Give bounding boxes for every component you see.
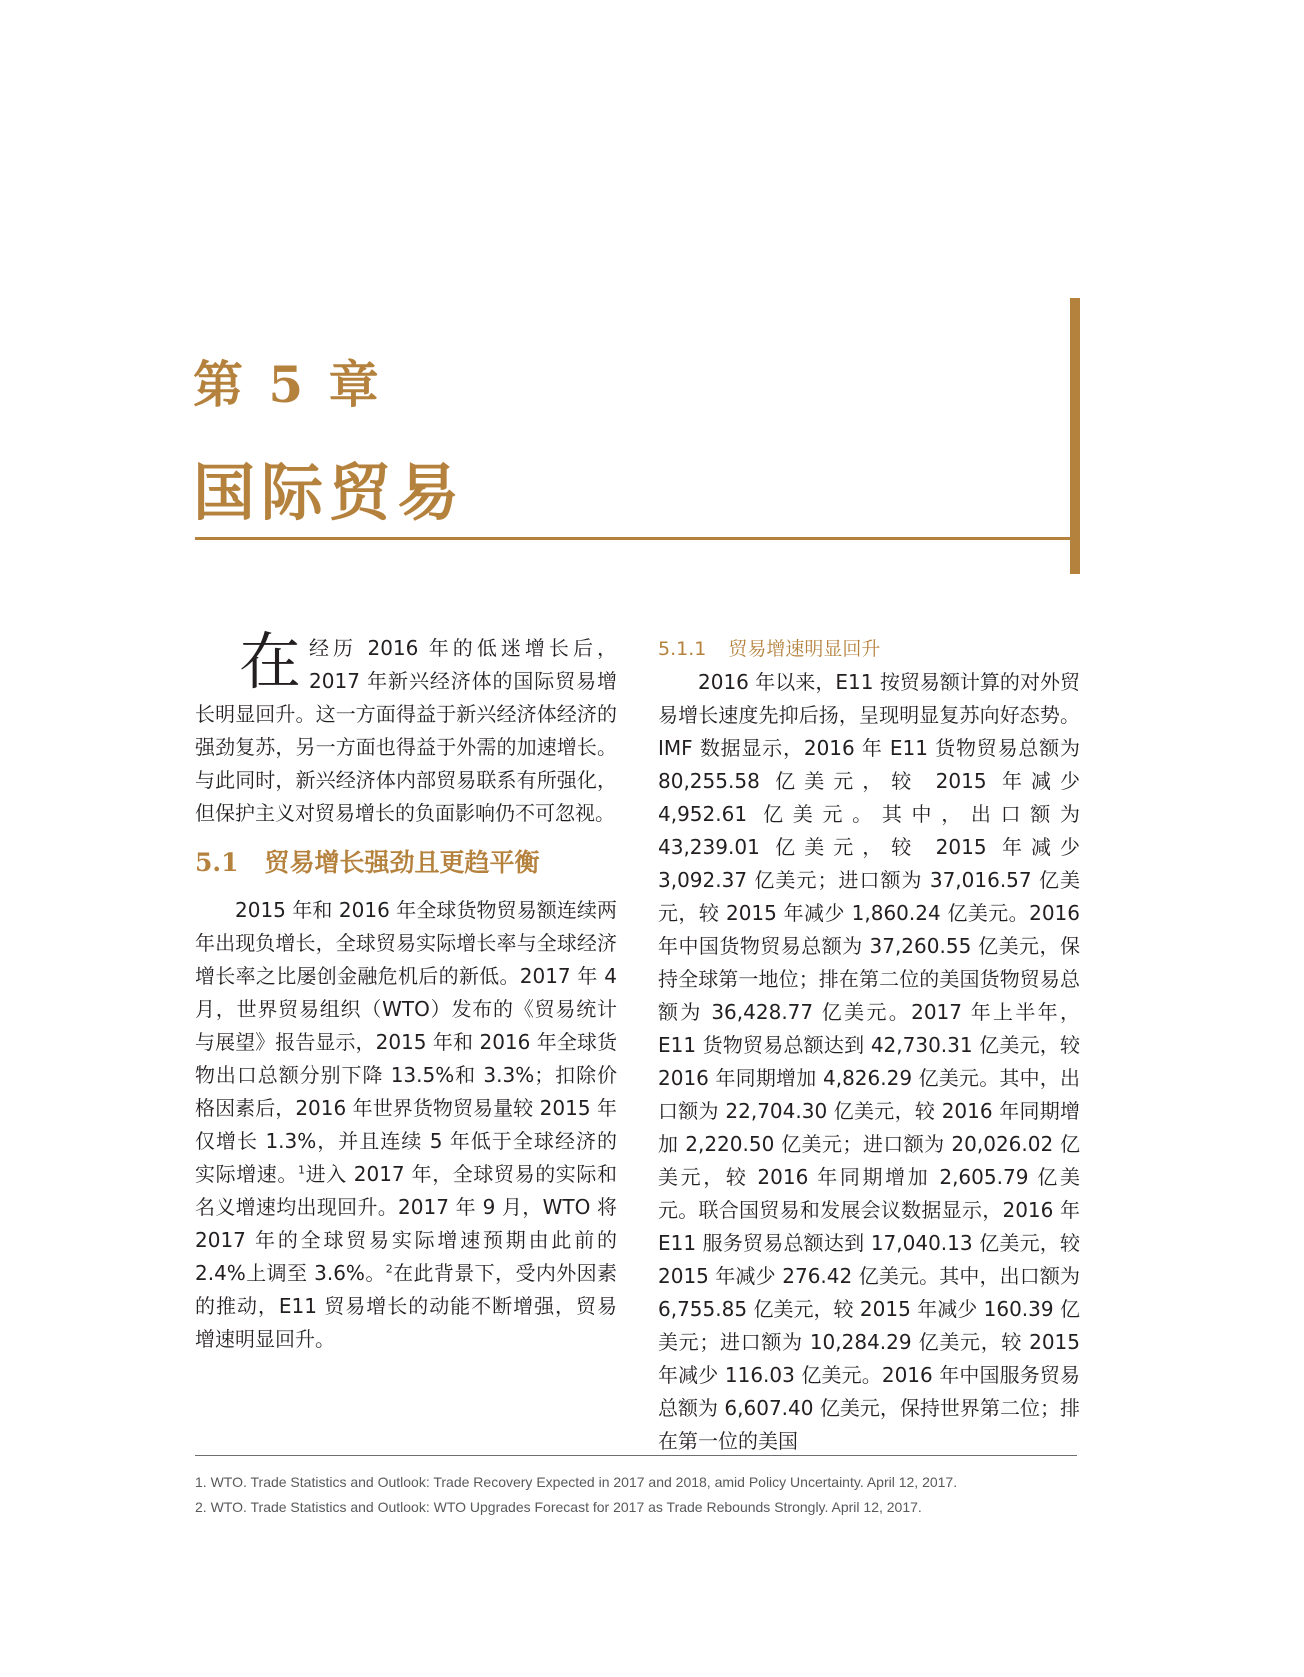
- subsection-paragraph: 2016 年以来，E11 按贸易额计算的对外贸易增长速度先抑后扬，呈现明显复苏向好态势。IMF 数据显示，2016 年 E11 货物贸易总额为 80,255.58 亿美元，较 2015 年减少 4,952.61 亿美元。其中，出口额为 43,239.01 亿美元，较 2015 年减少 3,092.37 亿美元；进口额为 37,016.57 亿美元，较 2015 年减少 1,860.24 亿美元。2016 年中国货物贸易总额为 37,260.55 亿美元，保持全球第一地位；排在第二位的美国货物贸易总额为 36,428.77 亿美元。2017 年上半年，E11 货物贸易总额达到 42,730.31 亿美元，较 2016 年同期增加 4,826.29 亿美元。其中，出口额为 22,704.30 亿美元，较 2016 年同期增加 2,220.50 亿美元；进口额为 20,026.02 亿美元，较 2016 年同期增加 2,605.79 亿美元。联合国贸易和发展会议数据显示，2016 年 E11 服务贸易总额达到 17,040.13 亿美元，较 2015 年减少 276.42 亿美元。其中，出口额为 6,755.85 亿美元，较 2015 年减少 160.39 亿美元；进口额为 10,284.29 亿美元，较 2015 年减少 116.03 亿美元。2016 年中国服务贸易总额为 6,607.40 亿美元，保持世界第二位；排在第一位的美国: [658, 670, 1080, 1453]
- footnote-2: 2. WTO. Trade Statistics and Outlook: WTO Upgrades Forecast for 2017 as Trade Rebounds Strongly. April 12, 2017.: [195, 1499, 922, 1515]
- section-number: 5.1: [195, 848, 239, 877]
- section-title: 贸易增长强劲且更趋平衡: [264, 848, 540, 877]
- section-heading: [195, 846, 617, 880]
- left-column: [195, 625, 618, 1356]
- section-text-part3: 在此背景下，受内外因素的推动，E11 贸易增长的动能不断增强，贸易增速明显回升。: [195, 1261, 618, 1351]
- footnote-1: 1. WTO. Trade Statistics and Outlook: Trade Recovery Expected in 2017 and 2018, amid Policy Uncertainty. April 12, 2017.: [195, 1474, 958, 1490]
- subsection-title: 贸易增速明显回升: [728, 638, 881, 660]
- chapter-title: 国际贸易: [193, 456, 466, 529]
- chapter-number: 第 5 章: [193, 355, 383, 414]
- section-text-part2: 进入 2017 年，全球贸易的实际和名义增速均出现回升。2017 年 9 月，WTO 将 2017 年的全球贸易实际增速预期由此前的 2.4%上调至 3.6%。: [195, 1162, 617, 1285]
- footnotes: [195, 1470, 1077, 1520]
- dropcap: 在: [239, 625, 302, 698]
- intro-text: 经历 2016 年的低迷增长后，2017 年新兴经济体的国际贸易增长明显回升。这一方面得益于新兴经济体经济的强劲复苏，另一方面也得益于外需的加速增长。与此同时，新兴经济体内部贸易联系有所强化，但保护主义对贸易增长的负面影响仍不可忽视。: [195, 636, 617, 825]
- right-column: [658, 634, 1080, 1458]
- chapter-accent-bar: [1070, 298, 1080, 574]
- section-text-part1: 2015 年和 2016 年全球货物贸易额连续两年出现负增长，全球贸易实际增长率与全球经济增长率之比屡创金融危机后的新低。2017 年 4 月，世界贸易组织（WTO）发布的《贸易统计与展望》报告显示，2015 年和 2016 年全球货物出口总额分别下降 13.5%和 3.3%；扣除价格因素后，2016 年世界货物贸易量较 2015 年仅增长 1.3%，并且连续 5 年低于全球经济的实际增速。: [195, 898, 617, 1186]
- chapter-title-rule: [195, 537, 1075, 540]
- subsection-heading: [658, 634, 1080, 664]
- section-paragraph: [195, 894, 617, 1356]
- footnote-ref-2[interactable]: 2: [385, 1262, 393, 1276]
- footnote-divider: [195, 1455, 1077, 1456]
- footnote-ref-1[interactable]: 1: [298, 1163, 305, 1177]
- subsection-number: 5.1.1: [658, 638, 707, 660]
- intro-paragraph: [195, 625, 617, 830]
